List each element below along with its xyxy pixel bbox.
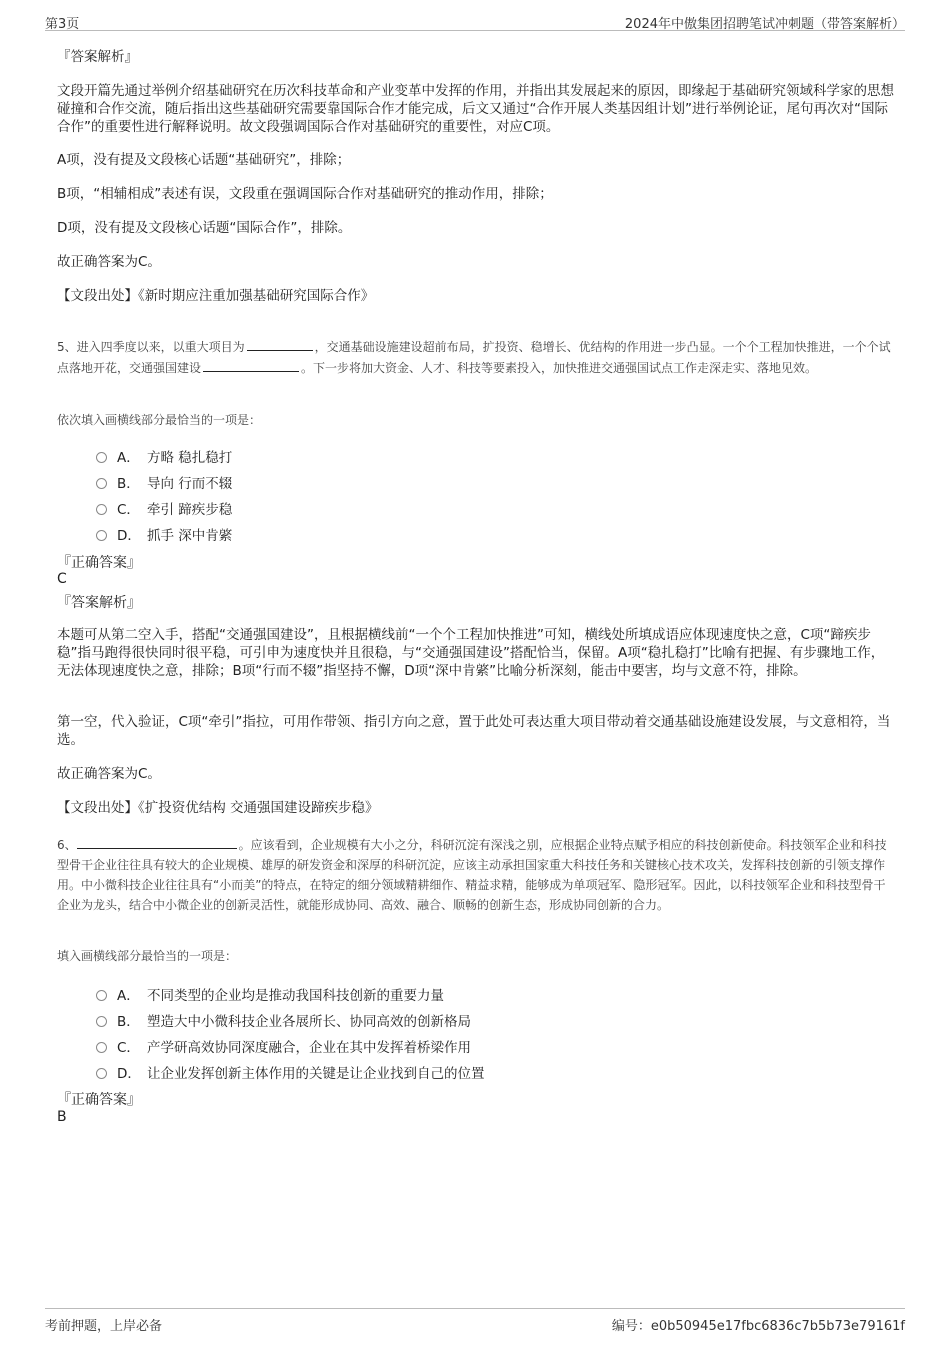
radio-icon[interactable]: [96, 1016, 107, 1027]
q6-option-b[interactable]: B． 塑造大中小微科技企业各展所长、协同高效的创新格局: [96, 1010, 471, 1030]
q5-analysis-label: 『答案解析』: [57, 595, 141, 611]
q5-option-c[interactable]: C． 牵引 蹄疾步稳: [96, 498, 232, 518]
q6-option-d[interactable]: D． 让企业发挥创新主体作用的关键是让企业找到自己的位置: [96, 1062, 485, 1082]
q4-analysis-option-a: A项，没有提及文段核心话题“基础研究”，排除；: [57, 152, 351, 168]
radio-icon[interactable]: [96, 504, 107, 515]
q5-blank-1: [247, 336, 313, 351]
q5-analysis-paragraph-2: 第一空，代入验证，C项“牵引”指拉，可用作带领、指引方向之意，置于此处可表达重大项目带动着交通基础设施建设发展，与文意相符，当选。: [57, 714, 891, 748]
q5-prompt: 依次填入画横线部分最恰当的一项是：: [57, 413, 262, 427]
radio-icon[interactable]: [96, 478, 107, 489]
q6-option-a[interactable]: A． 不同类型的企业均是推动我国科技创新的重要力量: [96, 984, 444, 1004]
radio-icon[interactable]: [96, 1068, 107, 1079]
footer-slogan: 考前押题，上岸必备: [45, 1319, 163, 1334]
page-header: [45, 8, 905, 31]
q6-blank: [77, 834, 237, 849]
page-footer: [45, 1308, 905, 1339]
q6-answer-value: B: [57, 1109, 67, 1125]
q6-stem: 6、 。应该看到，企业规模有大小之分，科研沉淀有深浅之别，应根据企业特点赋予相应的科技创新使命。科技领军企业和科技型骨干企业往往具有较大的企业规模、雄厚的研发资金和深厚的科研沉淀，应该主动承担国家重大科技任务和关键核心技术攻关，发挥科技创新的引领支撑作用。中小微科技企业往往具有“小而美”的特点，在特定的细分领域精耕细作、精益求精，能够成为单项冠军、隐形冠军。因此，以科技领军企业和科技型骨干企业为龙头，结合中小微企业的创新灵活性，就能形成协同、高效、融合、顺畅的创新生态，形成协同创新的合力。: [57, 834, 897, 915]
q4-analysis-option-b: B项，“相辅相成”表述有误，文段重在强调国际合作对基础研究的推动作用，排除；: [57, 186, 553, 202]
radio-icon[interactable]: [96, 1042, 107, 1053]
q5-analysis-paragraph: 本题可从第二空入手，搭配“交通强国建设”，且根据横线前“一个个工程加快推进”可知，横线处所填成语应体现速度快之意，C项“蹄疾步稳”指马跑得很快同时很平稳，可引申为速度快并且很稳，与“交通强国建设”搭配恰当，保留。A项“稳扎稳打”比喻有把握、有步骤地工作，无法体现速度快之意，排除；B项“行而不辍”指坚持不懈，D项“深中肯綮”比喻分析深刻，能击中要害，均与文意不符，排除。: [57, 627, 885, 679]
q5-source: 【文段出处】《扩投资优结构 交通强国建设蹄疾步稳》: [57, 800, 379, 816]
q6-option-c[interactable]: C． 产学研高效协同深度融合，企业在其中发挥着桥梁作用: [96, 1036, 471, 1056]
radio-icon[interactable]: [96, 530, 107, 541]
q5-option-d[interactable]: D． 抓手 深中肯綮: [96, 524, 232, 544]
q4-analysis-option-d: D项，没有提及文段核心话题“国际合作”，排除。: [57, 220, 352, 236]
q5-conclusion: 故正确答案为C。: [57, 766, 161, 782]
q4-analysis-paragraph: 文段开篇先通过举例介绍基础研究在历次科技革命和产业变革中发挥的作用，并指出其发展起来的原因，即缘起于基础研究领域科学家的思想碰撞和合作交流，随后指出这些基础研究需要靠国际合作才能完成，后文又通过“合作开展人类基因组计划”进行举例论证，尾句再次对“国际合作”的重要性进行解释说明。故文段强调国际合作对基础研究的重要性，对应C项。: [57, 83, 894, 135]
q5-option-a[interactable]: A． 方略 稳扎稳打: [96, 446, 232, 466]
q5-option-b[interactable]: B． 导向 行而不辍: [96, 472, 232, 492]
document-title: 2024年中傲集团招聘笔试冲刺题（带答案解析）: [624, 17, 905, 32]
q5-answer-value: C: [57, 571, 67, 587]
radio-icon[interactable]: [96, 452, 107, 463]
radio-icon[interactable]: [96, 990, 107, 1001]
q4-source: 【文段出处】《新时期应注重加强基础研究国际合作》: [57, 288, 375, 304]
q5-answer-label: 『正确答案』: [57, 555, 141, 571]
q4-conclusion: 故正确答案为C。: [57, 254, 161, 270]
q6-answer-label: 『正确答案』: [57, 1092, 141, 1108]
q6-prompt: 填入画横线部分最恰当的一项是：: [57, 949, 238, 963]
q5-blank-2: [203, 357, 299, 372]
q4-analysis-label: 『答案解析』: [57, 49, 138, 65]
page-number: 第3页: [45, 17, 80, 32]
q5-stem: 5、进入四季度以来，以重大项目为 ，交通基础设施建设超前布局，扩投资、稳增长、优结构的作用进一步凸显。一个个工程加快推进，一个个试点落地开花，交通强国建设 。下一步将加大资金、人才、科技等要素投入，加快推进交通强国试点工作走深走实、落地见效。: [57, 336, 897, 378]
document-id: 编号：e0b50945e17fbc6836c7b5b73e79161f: [611, 1319, 905, 1334]
